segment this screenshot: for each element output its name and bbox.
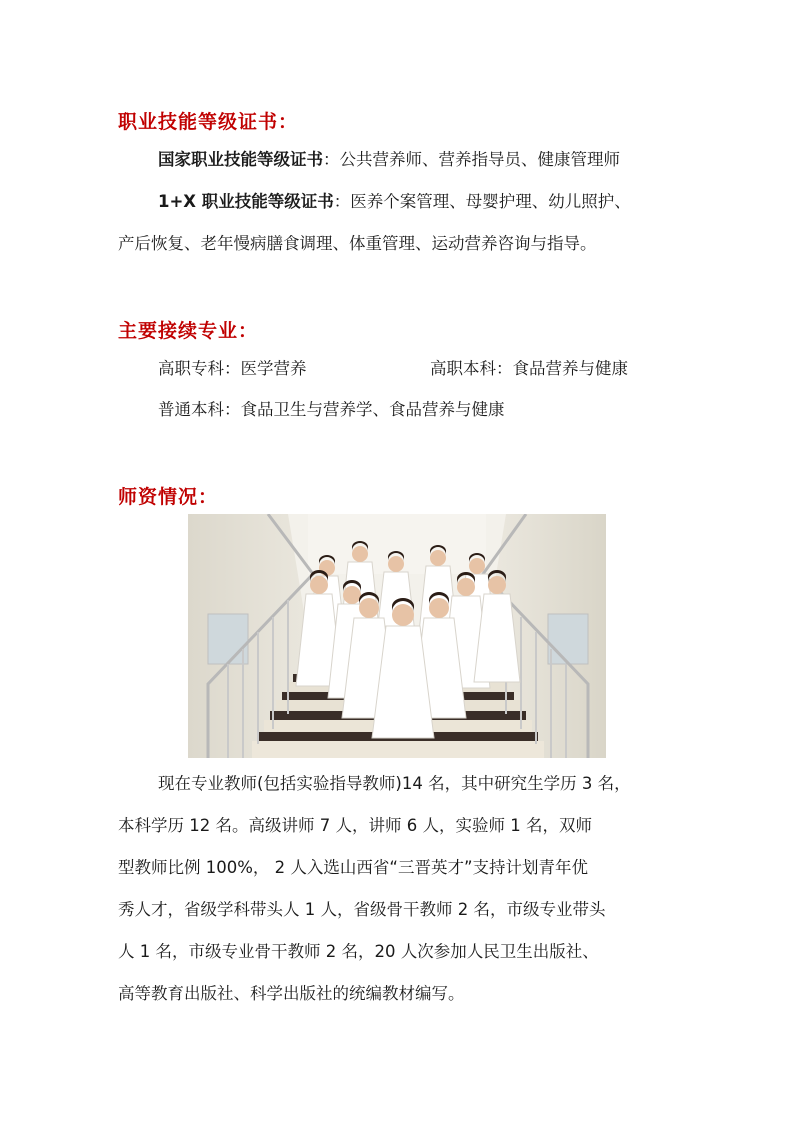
section-heading-majors: 主要接续专业： xyxy=(118,320,259,342)
major-vocational-junior: 高职专科：医学营养 xyxy=(158,359,307,378)
onex-cert-continuation: 产后恢复、老年慢病膳食调理、体重管理、运动营养咨询与指导。 xyxy=(118,234,597,253)
national-cert-line xyxy=(158,148,620,172)
group-photo-teachers xyxy=(188,514,606,758)
national-cert-label: 国家职业技能等级证书 xyxy=(158,150,323,169)
onex-cert-label: 1+X 职业技能等级证书 xyxy=(158,192,334,211)
faculty-para-line-1: 现在专业教师(包括实验指导教师)14 名，其中研究生学历 3 名， xyxy=(158,774,631,793)
major-vocational-bachelor: 高职本科：食品营养与健康 xyxy=(430,359,628,378)
section-heading-certificates: 职业技能等级证书： xyxy=(118,111,299,133)
onex-cert-text: ：医养个案管理、母婴护理、幼儿照护、 xyxy=(333,192,631,211)
faculty-para-line-5: 人 1 名，市级专业骨干教师 2 名，20 人次参加人民卫生出版社、 xyxy=(118,942,599,961)
onex-cert-line xyxy=(158,190,631,214)
faculty-para-line-3: 型教师比例 100%， 2 人入选山西省“三晋英才”支持计划青年优 xyxy=(118,858,589,877)
faculty-para-line-2: 本科学历 12 名。高级讲师 7 人，讲师 6 人，实验师 1 名，双师 xyxy=(118,816,592,835)
faculty-para-line-6: 高等教育出版社、科学出版社的统编教材编写。 xyxy=(118,984,465,1003)
section-heading-faculty: 师资情况： xyxy=(118,486,219,508)
faculty-para-line-4: 秀人才，省级学科带头人 1 人，省级骨干教师 2 名，市级专业带头 xyxy=(118,900,606,919)
major-regular-bachelor: 普通本科：食品卫生与营养学、食品营养与健康 xyxy=(158,400,505,419)
national-cert-text: ：公共营养师、营养指导员、健康管理师 xyxy=(323,150,620,169)
